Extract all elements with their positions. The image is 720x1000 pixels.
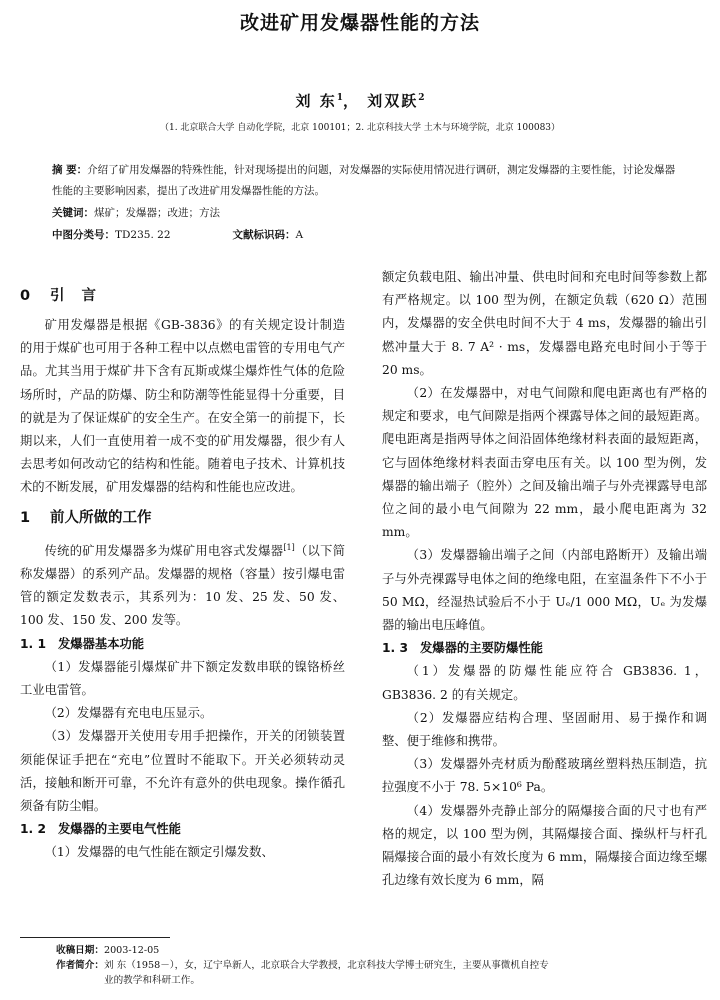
citation-ref: [1]: [283, 542, 295, 552]
doc-code: A: [295, 229, 304, 241]
footnote: [56, 943, 696, 988]
section-1-paragraph: [20, 536, 345, 633]
abstract-label: 摘 要：: [52, 164, 88, 176]
electrical-item-2: （2）在发爆器中，对电气间隙和爬电距离也有严格的规定和要求，电气间隙是指两个裸露导体之间的最短距离。爬电距离是指两导体之间沿固体绝缘材料表面的最短距离，它与固体绝缘材料表面击穿电压有关。以 100 型为例，发爆器的输出端子（腔外）之间及输出端子与外壳裸露导电部位之间的最小电气间隙为 22 mm，最小爬电距离为 32 mm。: [382, 386, 707, 540]
function-item-1: （1）发爆器能引爆煤矿井下额定发数串联的镍铬桥丝工业电雷管。: [20, 659, 345, 697]
author-bio: 刘 东（1958－），女，辽宁阜新人，北京联合大学教授，北京科技大学博士研究生，主要从事微机自控专: [103, 960, 549, 971]
electrical-item-3: （3）发爆器输出端子之间（内部电路断开）及输出端子与外壳裸露导电体之间的绝缘电阻，在室温条件下不小于 50 MΩ，经湿热试验后不小于 Uₑ/1 000 MΩ，Uₑ 为发爆器的输出电压峰值。: [382, 548, 707, 633]
section-1-text-b: （以下简称发爆器）的系列产品。发爆器的规格（容量）按引爆电雷管的额定发数表示，其系列为：10 发、25 发、50 发、100 发、150 发、200 发等。: [20, 543, 345, 628]
author-bio-cont: 业的教学和科研工作。: [104, 975, 200, 986]
clc-label: 中图分类号：: [52, 229, 115, 241]
section-1-heading: [20, 500, 345, 536]
section-1-1-heading: [20, 633, 345, 656]
section-0-number: 0: [20, 288, 31, 304]
bio-label: 作者简介：: [56, 960, 104, 971]
section-1-text-a: 传统的矿用发爆器多为煤矿用电容式发爆器: [44, 543, 284, 558]
left-column: [20, 278, 345, 865]
received-date: 2003-12-05: [103, 945, 160, 956]
section-0-title: 引 言: [50, 288, 103, 304]
author-1-affil-mark: 1: [336, 93, 343, 103]
section-1-3-number: 1. 3: [382, 641, 409, 656]
author-bio-line: [56, 958, 696, 973]
explosion-item-2: （2）发爆器应结构合理、坚固耐用、易于操作和调整、便于维修和携带。: [382, 710, 707, 749]
right-column: [382, 266, 707, 892]
clc-code: TD235. 22: [115, 229, 171, 241]
author-2-affil-mark: 2: [418, 93, 425, 103]
keywords-row: [52, 202, 677, 224]
author-2-name: 刘双跃: [367, 92, 419, 110]
section-1-2-title: 发爆器的主要电气性能: [58, 822, 181, 837]
section-1-3-heading: [382, 637, 707, 660]
explosion-item-3: （3）发爆器外壳材质为酚醛玻璃丝塑料热压制造，抗拉强度不小于 78. 5×10⁶ Pa。: [382, 757, 707, 795]
section-1-number: 1: [20, 509, 31, 526]
section-1-title: 前人所做的工作: [50, 509, 152, 526]
abstract-text: 介绍了矿用发爆器的特殊性能，针对现场提出的问题，对发爆器的实际使用情况进行调研，测定发爆器的主要性能，讨论发爆器性能的主要影响因素，提出了改进矿用发爆器性能的方法。: [52, 164, 676, 197]
received-label: 收稿日期：: [56, 945, 104, 956]
section-1-2-heading: [20, 818, 345, 841]
section-1-2-number: 1. 2: [20, 822, 47, 837]
author-1-name: 刘 东: [295, 92, 337, 110]
section-1-1-number: 1. 1: [20, 636, 47, 651]
explosion-item-4: （4）发爆器外壳静止部分的隔爆接合面的尺寸也有严格的规定，以 100 型为例，其隔爆接合面、操纵杆与杆孔隔爆接合面的最小有效长度为 6 mm，隔爆接合面边缘至螺孔边缘有效长度为 6 mm，隔: [382, 803, 707, 888]
keywords: 煤矿；发爆器；改进；方法: [94, 207, 220, 219]
affiliations: （1. 北京联合大学 自动化学院，北京 100101；2. 北京科技大学 土木与环境学院，北京 100083）: [159, 123, 561, 133]
electrical-item-1-continued: 额定负载电阻、输出冲量、供电时间和充电时间等参数上都有严格规定。以 100 型为例，在额定负载（620 Ω）范围内，发爆器的安全供电时间不大于 4 ms，发爆器的输出引燃冲量大于 8. 7 A² · ms，发爆器电路充电时间小于等于 20 ms。: [382, 270, 707, 377]
abstract: [52, 160, 677, 202]
section-1-3-title: 发爆器的主要防爆性能: [420, 641, 543, 656]
keywords-label: 关键词：: [52, 207, 94, 219]
author-separator: ，: [342, 92, 360, 110]
explosion-item-1: （1）发爆器的防爆性能应符合 GB3836. 1，GB3836. 2 的有关规定。: [382, 664, 707, 702]
received-date-line: [56, 943, 696, 958]
footnote-rule: [20, 937, 170, 938]
paper-title: 改进矿用发爆器性能的方法: [239, 12, 480, 34]
function-item-3: （3）发爆器开关使用专用手把操作，开关的闭锁装置须能保证手把在“充电”位置时不能取下。开关必须转动灵活，接触和断开可靠，不允许有意外的供电现象。操作循孔须备有防尘帽。: [20, 729, 345, 813]
function-item-2: （2）发爆器有充电电压显示。: [44, 706, 213, 721]
doc-code-label: 文献标识码：: [232, 229, 296, 241]
intro-paragraph: 矿用发爆器是根据《GB-3836》的有关规定设计制造的用于煤矿也可用于各种工程中以点燃电雷管的专用电气产品。尤其当用于煤矿井下含有瓦斯或煤尘爆炸性气体的危险场所时，产品的防爆、防尘和防潮等性能显得十分重要，目的就是为了保证煤矿的安全生产。在安全第一的前提下，长期以来，人们一直使用着一成不变的矿用发爆器，很少有人去思考如何改动它的结构和性能。随着电子技术、计算机技术的不断发展，矿用发爆器的结构和性能也应改进。: [20, 318, 345, 495]
section-0-heading: [20, 278, 345, 314]
section-1-1-title: 发爆器基本功能: [58, 636, 145, 651]
classification-row: [52, 224, 677, 246]
author-line: [0, 90, 720, 111]
abstract-block: [52, 160, 677, 246]
electrical-item-1: （1）发爆器的电气性能在额定引爆发数、: [44, 845, 274, 860]
